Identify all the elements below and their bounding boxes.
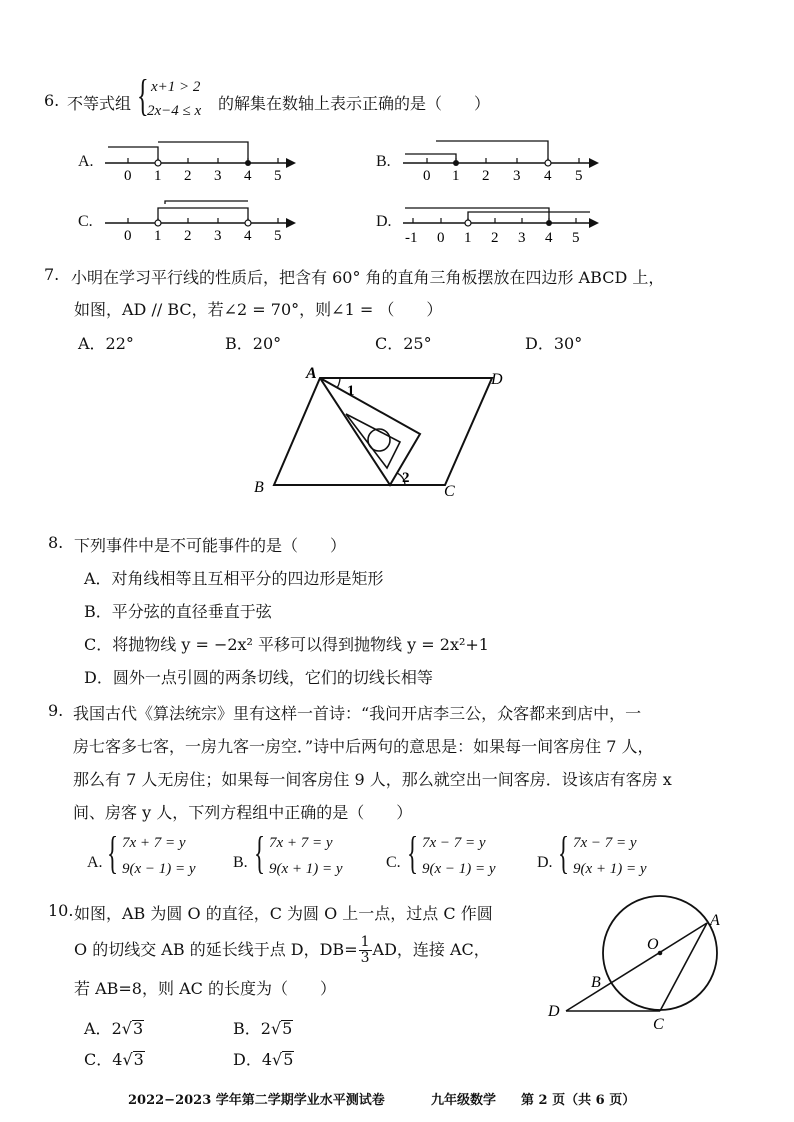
q9-option-a-eq2: 9(x − 1) = y bbox=[122, 861, 196, 877]
q6a-tick-4: 4 bbox=[244, 168, 252, 184]
q10-option-b: B．2√5 bbox=[233, 1019, 293, 1038]
q6d-tick-0: -1 bbox=[405, 230, 418, 246]
q10-number: 10. bbox=[48, 901, 74, 920]
q6c-tick-5: 5 bbox=[274, 228, 282, 244]
q9-option-c-label: C. bbox=[386, 854, 401, 871]
q9-option-b-eq2: 9(x + 1) = y bbox=[269, 861, 343, 877]
q10-line-1: 如图，AB 为圆 O 的直径，C 为圆 O 上一点，过点 C 作圆 bbox=[74, 904, 493, 923]
q6-option-a-label: A. bbox=[78, 153, 94, 170]
q6d-tick-1: 0 bbox=[437, 230, 445, 246]
q7-option-b: B．20° bbox=[225, 334, 282, 353]
q9-line-2: 房七客多七客，一房九客一房空．”诗中后两句的意思是：如果每一间客房住 7 人， bbox=[73, 737, 654, 756]
q10-point-d: D bbox=[548, 1003, 560, 1020]
q10-option-a-radicand: 3 bbox=[132, 1019, 144, 1038]
q10-option-d-coef: 4 bbox=[261, 1050, 273, 1069]
q10-option-c-coef: 4 bbox=[112, 1050, 123, 1069]
q7-line-2: 如图，AD // BC，若∠2 = 70°，则∠1 = （ ） bbox=[74, 300, 443, 319]
q10-option-d-label: D． bbox=[233, 1050, 262, 1069]
q9-option-b-eq1: 7x + 7 = y bbox=[269, 835, 333, 851]
q8-option-d: D．圆外一点引圆的两条切线，它们的切线长相等 bbox=[84, 668, 433, 687]
q6b-tick-0: 0 bbox=[423, 168, 431, 184]
q10-fraction-num: 1 bbox=[360, 934, 370, 950]
q7-line-1: 小明在学习平行线的性质后，把含有 60° 角的直角三角板摆放在四边形 ABCD 上， bbox=[71, 268, 665, 287]
q8-option-b: B．平分弦的直径垂直于弦 bbox=[84, 602, 272, 621]
q9-option-a-brace: { bbox=[107, 827, 119, 878]
q10-line-2 bbox=[74, 935, 490, 966]
q6b-tick-2: 2 bbox=[482, 168, 490, 184]
q6d-tick-5: 4 bbox=[545, 230, 553, 246]
q9-option-c-brace: { bbox=[407, 827, 419, 878]
q9-option-d-eq1: 7x − 7 = y bbox=[573, 835, 637, 851]
q8-option-a: A．对角线相等且互相平分的四边形是矩形 bbox=[84, 569, 384, 588]
q6-number-line-c bbox=[100, 196, 300, 248]
q9-line-4: 间、房客 y 人，下列方程组中正确的是（ ） bbox=[73, 803, 413, 822]
q9-option-d-eq2: 9(x + 1) = y bbox=[573, 861, 647, 877]
q9-line-3: 那么有 7 人无房住；如果每一间客房住 9 人，那么就空出一间客房．设该店有客房 x bbox=[73, 770, 672, 789]
q10-option-c-radicand: 3 bbox=[133, 1050, 144, 1069]
q10-fraction bbox=[359, 935, 372, 966]
q6d-tick-4: 3 bbox=[518, 230, 526, 246]
q7-figure bbox=[248, 362, 518, 502]
q6-stem-b: 的解集在数轴上表示正确的是（ ） bbox=[218, 94, 491, 113]
q6a-tick-0: 0 bbox=[124, 168, 132, 184]
q8-option-c: C．将抛物线 y = −2x² 平移可以得到抛物线 y = 2x²+1 bbox=[84, 635, 489, 654]
footer-exam-title: 2022−2023 学年第二学期学业水平测试卷 bbox=[128, 1093, 385, 1108]
q6-number-line-a bbox=[100, 136, 300, 188]
q10-option-d: D．4√5 bbox=[233, 1050, 294, 1069]
q6-stem-a: 不等式组 bbox=[67, 94, 132, 113]
q6b-tick-5: 5 bbox=[575, 168, 583, 184]
q9-option-a-label: A. bbox=[87, 854, 103, 871]
q6d-tick-2: 1 bbox=[464, 230, 472, 246]
q7-point-d: D bbox=[491, 371, 503, 388]
q6a-tick-5: 5 bbox=[274, 168, 282, 184]
q6b-tick-4: 4 bbox=[544, 168, 552, 184]
q9-option-d-brace: { bbox=[558, 827, 570, 878]
q9-option-c-eq2: 9(x − 1) = y bbox=[422, 861, 496, 877]
q6-option-d-label: D. bbox=[376, 213, 392, 230]
q6a-tick-2: 2 bbox=[184, 168, 192, 184]
q9-number: 9. bbox=[48, 701, 64, 720]
q10-point-a: A bbox=[710, 912, 720, 929]
q10-option-c: C．4√3 bbox=[84, 1050, 144, 1069]
q9-line-1: 我国古代《算法统宗》里有这样一首诗：“我问开店李三公，众客都来到店中，一 bbox=[73, 704, 642, 723]
q10-option-c-label: C． bbox=[84, 1050, 113, 1069]
q7-angle-2-label: 2 bbox=[402, 470, 410, 486]
q9-option-d-label: D. bbox=[537, 854, 553, 871]
q10-line-2a: O 的切线交 AB 的延长线于点 D，DB= bbox=[74, 940, 358, 959]
q7-option-a: A．22° bbox=[78, 334, 134, 353]
q6c-tick-0: 0 bbox=[124, 228, 132, 244]
footer-subject: 九年级数学 bbox=[431, 1093, 497, 1108]
q10-option-a-label: A． bbox=[84, 1019, 112, 1038]
q7-option-d: D．30° bbox=[525, 334, 583, 353]
q6-inequality-1: x+1 > 2 bbox=[151, 79, 201, 95]
q6a-tick-3: 3 bbox=[214, 168, 222, 184]
q6d-tick-6: 5 bbox=[572, 230, 580, 246]
q6c-tick-4: 4 bbox=[244, 228, 252, 244]
q6-option-b-label: B. bbox=[376, 153, 391, 170]
q10-point-b: B bbox=[591, 974, 601, 991]
q6b-tick-3: 3 bbox=[513, 168, 521, 184]
q6c-tick-1: 1 bbox=[154, 228, 162, 244]
q10-option-b-coef: 2 bbox=[260, 1019, 271, 1038]
q10-option-b-radicand: 5 bbox=[282, 1019, 293, 1038]
q10-figure bbox=[540, 895, 740, 1035]
q7-point-b: B bbox=[254, 479, 264, 496]
q6-number: 6. bbox=[44, 91, 60, 110]
q6-number-line-b bbox=[400, 136, 605, 188]
q9-option-b-brace: { bbox=[254, 827, 266, 878]
q10-point-o: O bbox=[647, 936, 659, 953]
q10-option-b-label: B． bbox=[233, 1019, 261, 1038]
q8-number: 8. bbox=[48, 533, 64, 552]
q6-option-c-label: C. bbox=[78, 213, 93, 230]
q10-option-a-coef: 2 bbox=[111, 1019, 122, 1038]
q6a-tick-1: 1 bbox=[154, 168, 162, 184]
q6c-tick-3: 3 bbox=[214, 228, 222, 244]
q6-inequality-2: 2x−4 ≤ x bbox=[147, 103, 202, 119]
q7-angle-1-label: 1 bbox=[347, 383, 355, 399]
footer-page-number: 第 2 页（共 6 页） bbox=[521, 1093, 636, 1108]
q6-brace: { bbox=[137, 71, 149, 120]
q6d-tick-3: 2 bbox=[491, 230, 499, 246]
q6c-tick-2: 2 bbox=[184, 228, 192, 244]
q10-option-a: A．2√3 bbox=[84, 1019, 144, 1038]
q8-stem: 下列事件中是不可能事件的是（ ） bbox=[74, 536, 347, 555]
q10-line-3: 若 AB=8，则 AC 的长度为（ ） bbox=[74, 979, 336, 998]
q10-line-2b: AD，连接 AC， bbox=[372, 940, 490, 959]
q9-option-b-label: B. bbox=[233, 854, 248, 871]
q6b-tick-1: 1 bbox=[452, 168, 460, 184]
q6-number-line-d bbox=[400, 196, 605, 248]
q10-fraction-den: 3 bbox=[360, 950, 370, 966]
q7-point-c: C bbox=[444, 483, 455, 500]
q9-option-a-eq1: 7x + 7 = y bbox=[122, 835, 186, 851]
q10-option-d-radicand: 5 bbox=[283, 1050, 294, 1069]
q7-number: 7. bbox=[44, 265, 60, 284]
q9-option-c-eq1: 7x − 7 = y bbox=[422, 835, 486, 851]
q7-point-a: A bbox=[306, 365, 317, 382]
q10-point-c: C bbox=[653, 1016, 664, 1033]
q7-option-c: C．25° bbox=[375, 334, 432, 353]
